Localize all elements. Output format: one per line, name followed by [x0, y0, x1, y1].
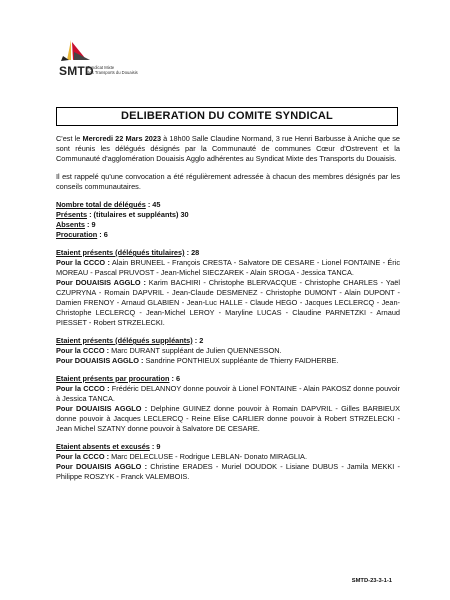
agglo-names: Christine ERADES - Muriel DOUDOK - Lisiane DUBUS - Jamila MEKKI - Philippe ROSZYK - Franck VALEMBOIS.	[56, 462, 400, 481]
count-total-label: Nombre total de délégués	[56, 200, 146, 209]
count-procuration	[56, 230, 400, 240]
agglo-names: Karim BACHIRI - Christophe BLERVACQUE - Christophe CHARLES - Yaël CZUPRYNA - Romain DAPVRIL - Jean-Claude DESMENEZ - Christophe DUMONT - Alain DUPONT - Damien FRENOY - Arnaud GLABIEN - Jean-Luc HALLE - Claude HEGO - Jacques LECLERCQ - Jean-Christophe LECLERCQ - Jean-Michel LEROY - Maryline LUCAS - Claudine PARNETZKI - Arnaud PIESSET - Robert STRZELECKI.	[56, 278, 400, 327]
document-title: DELIBERATION DU COMITE SYNDICAL	[56, 107, 398, 126]
section-heading-text: Etaient absents et excusés	[56, 442, 150, 451]
ccco-names: Marc DURANT suppléant de Julien QUENNESSON.	[109, 346, 282, 355]
section-count: : 6	[169, 374, 181, 383]
count-procuration-label: Procuration	[56, 230, 98, 239]
section-procuration-ccco	[56, 384, 400, 404]
logo-subtitle-line2: des Transports du Douaisis	[87, 70, 138, 75]
document-body	[56, 134, 400, 482]
document-reference: SMTD-23-3-1-1	[351, 578, 392, 584]
ccco-label: Pour la CCCO :	[56, 384, 110, 393]
count-total	[56, 200, 400, 210]
section-heading-text: Etaient présents par procuration	[56, 374, 170, 383]
section-suppleants-ccco	[56, 346, 400, 356]
section-heading-text: Etaient présents (délégués suppléants)	[56, 336, 193, 345]
section-absents-ccco	[56, 452, 400, 462]
convocation-paragraph: Il est rappelé qu'une convocation a été régulièrement adressée à chacun des membres désignés par les conseils communautaires.	[56, 172, 400, 191]
logo-subtitle-line1: Syndicat Mixte	[87, 65, 115, 70]
section-procuration-agglo	[56, 404, 400, 434]
ccco-label: Pour la CCCO :	[56, 346, 110, 355]
meeting-date: Mercredi 22 Mars 2023	[82, 134, 162, 143]
section-count: : 9	[149, 442, 161, 451]
section-absents-heading	[56, 442, 400, 452]
ccco-label: Pour la CCCO :	[56, 258, 110, 267]
ccco-names: Marc DELECLUSE - Rodrigue LEBLAN- Donato MIRAGLIA.	[109, 452, 307, 461]
count-absents	[56, 220, 400, 230]
agglo-label: Pour DOUAISIS AGGLO :	[56, 462, 148, 471]
intro-before-date: C'est le	[56, 134, 83, 143]
section-titulaires-heading	[56, 248, 400, 258]
ccco-names: Alain BRUNEEL - François CRESTA - Salvatore DE CESARE - Lionel FONTAINE - Éric MOREAU - Pascal PRUVOST - Jean-Michel SIECZAREK - Alain SROGA - Jessica TANCA.	[56, 258, 400, 277]
section-procuration-heading	[56, 374, 400, 384]
count-presents-label: Présents	[56, 210, 88, 219]
intro-paragraph	[56, 134, 400, 164]
logo-name: SMTD	[59, 64, 94, 78]
section-count: : 2	[192, 336, 204, 345]
count-absents-value: : 9	[84, 220, 96, 229]
smtd-logo	[57, 38, 177, 80]
section-titulaires-agglo	[56, 278, 400, 328]
ccco-label: Pour la CCCO :	[56, 452, 110, 461]
intro-after-date: à 18h00 Salle Claudine Normand, 3 rue Henri Barbusse à Aniche que se sont réunis les délégués désignés par la Communauté de communes Cœur d'Ostrevent et la Communauté d'agglomération Douaisis Agglo adhérentes au Syndicat Mixte des Transports du Douaisis.	[56, 134, 400, 163]
section-count: : 28	[184, 248, 200, 257]
agglo-label: Pour DOUAISIS AGGLO :	[56, 404, 148, 413]
section-heading-text: Etaient présents (délégués titulaires)	[56, 248, 185, 257]
section-absents-agglo	[56, 462, 400, 482]
agglo-names: Sandrine PONTHIEUX suppléante de Thierry FAIDHERBE.	[143, 356, 339, 365]
count-absents-label: Absents	[56, 220, 85, 229]
logo-subtitle	[87, 65, 157, 75]
count-procuration-value: : 6	[97, 230, 108, 239]
count-total-value: : 45	[145, 200, 161, 209]
agglo-label: Pour DOUAISIS AGGLO :	[56, 356, 144, 365]
count-presents	[56, 210, 400, 220]
section-suppleants-heading	[56, 336, 400, 346]
count-presents-value: : (titulaires et suppléants) 30	[87, 210, 189, 219]
agglo-label: Pour DOUAISIS AGGLO :	[56, 278, 146, 287]
agglo-names: Delphine GUINEZ donne pouvoir à Romain DAPVRIL - Gilles BARBIEUX donne pouvoir à Jacques LECLERCQ - Reine Elise CARLIER donne pouvoir à Robert STRZELECKI - Jean Michel SZATNY donne pouvoir à Salvatore DE CESARE.	[56, 404, 400, 433]
section-titulaires-ccco	[56, 258, 400, 278]
ccco-names: Frédéric DELANNOY donne pouvoir à Lionel FONTAINE - Alain PAKOSZ donne pouvoir à Jessica TANCA.	[56, 384, 400, 403]
section-suppleants-agglo	[56, 356, 400, 366]
